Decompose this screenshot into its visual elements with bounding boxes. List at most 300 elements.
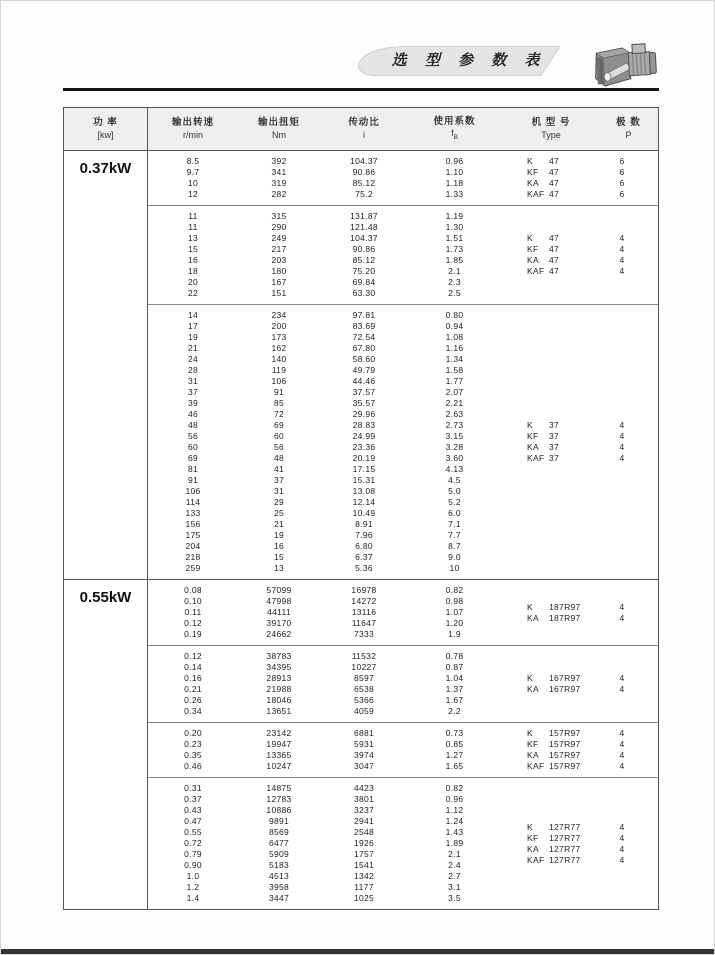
service-factor-value: 5.0 [448,486,461,496]
speed-value: 16 [187,255,199,265]
type-line [527,266,643,277]
speed-value: 0.34 [184,706,202,716]
torque-value: 12783 [266,794,292,804]
service-factor-value: 1.73 [445,244,464,254]
service-factor-value: 0.82 [445,783,464,793]
torque-value: 41 [273,464,285,474]
speed-value: 11 [188,222,198,232]
poles-value: 6 [619,178,625,188]
ratio-value: 10227 [351,662,377,672]
ratio-value: 20.19 [352,453,376,463]
speed-value: 0.12 [184,651,202,661]
type-line [527,728,643,739]
model-size: 187R97 [549,601,581,612]
model-prefix: KAF [527,854,545,865]
ratio-group [148,151,658,205]
torque-value: 29 [273,497,285,507]
torque-value: 60 [273,431,285,441]
ratio-value: 1025 [353,893,375,903]
table-row [148,332,658,343]
model-prefix: KA [527,684,539,694]
torque-value: 5909 [268,849,290,859]
service-factor-value: 2.07 [445,387,464,397]
service-factor-value: 1.30 [445,222,464,232]
header-ratio: 传动比 i [348,116,380,140]
speed-value: 19 [187,332,199,342]
table-row [148,398,658,409]
poles-value: 4 [619,266,625,276]
service-factor-value: 0.85 [445,739,464,749]
speed-value: 91 [187,475,199,485]
table-row [148,365,658,376]
speed-value: 1.2 [186,882,200,892]
type-poles-block [527,822,643,866]
speed-value: 0.14 [184,662,202,672]
torque-value: 69 [273,420,285,430]
speed-value: 0.35 [184,750,202,760]
speed-value: 13 [187,233,199,243]
service-factor-value: 1.16 [445,343,464,353]
table-row [148,310,658,321]
table-row [148,651,658,662]
torque-value: 341 [271,167,287,177]
speed-value: 9.7 [186,167,200,177]
poles-value: 4 [619,821,625,832]
poles-value: 4 [619,244,625,254]
speed-value: 0.46 [184,761,202,771]
model-prefix: KF [527,244,539,254]
model-size: 37 [549,453,560,463]
service-factor-value: 0.96 [445,156,464,166]
torque-value: 91 [273,387,285,397]
service-factor-value: 1.33 [445,189,464,199]
page-title-banner [353,45,563,77]
torque-value: 21988 [266,684,292,694]
torque-value: 48 [273,453,285,463]
model-prefix: KF [527,739,539,749]
table-row [148,211,658,222]
service-factor-value: 8.7 [448,541,461,551]
model-size: 127R77 [549,832,581,843]
type-poles-block [527,728,643,772]
table-row [148,629,658,640]
torque-value: 200 [271,321,287,331]
ratio-value: 49.79 [352,365,376,375]
model-size: 157R97 [549,728,581,738]
speed-value: 156 [185,519,201,529]
type-line [527,684,643,695]
table-row [148,893,658,904]
torque-value: 57099 [266,585,292,595]
poles-value: 4 [619,255,625,265]
table-row [148,376,658,387]
ratio-value: 4423 [353,783,375,793]
ratio-value: 7333 [353,629,375,639]
speed-value: 48 [187,420,199,430]
model-size: 127R77 [549,843,581,854]
model-size: 157R97 [549,739,581,749]
ratio-groups [148,151,658,579]
ratio-value: 35.57 [352,398,376,408]
ratio-value: 3237 [353,805,375,815]
model-size: 127R77 [549,821,581,832]
poles-value: 4 [619,684,625,694]
torque-value: 234 [271,310,287,320]
speed-value: 0.19 [184,629,202,639]
torque-value: 34395 [266,662,292,672]
service-factor-value: 1.27 [445,750,464,760]
service-factor-value: 4.5 [448,475,461,485]
ratio-value: 23.36 [352,442,376,452]
ratio-value: 97.81 [352,310,376,320]
speed-value: 14 [187,310,199,320]
service-factor-value: 2.5 [448,288,461,298]
service-factor-value: 0.87 [445,662,464,672]
ratio-value: 6881 [353,728,375,738]
ratio-group [148,580,658,645]
table-row [148,519,658,530]
speed-value: 28 [187,365,199,375]
torque-value: 44111 [267,607,291,617]
ratio-value: 85.12 [352,178,376,188]
table-body [64,151,658,909]
torque-value: 10247 [266,761,292,771]
speed-value: 1.0 [186,871,200,881]
model-prefix: KA [527,178,539,188]
table-row [148,222,658,233]
type-line [527,233,643,244]
service-factor-value: 1.04 [445,673,464,683]
poles-value: 4 [619,854,625,865]
torque-value: 13 [273,563,285,573]
type-line [527,244,643,255]
gearmotor-image [587,39,659,93]
ratio-value: 4059 [353,706,375,716]
type-poles-block [527,233,643,277]
speed-value: 0.37 [184,794,202,804]
service-factor-value: 1.20 [445,618,464,628]
service-factor-value: 4.13 [445,464,464,474]
ratio-value: 58.60 [352,354,376,364]
speed-value: 10 [187,178,199,188]
torque-value: 3447 [268,893,290,903]
service-factor-value: 1.9 [448,629,461,639]
service-factor-value: 1.08 [445,332,464,342]
speed-value: 22 [187,288,199,298]
type-line [527,855,643,866]
service-factor-value: 2.73 [445,420,464,430]
speed-value: 0.11 [184,607,202,617]
model-prefix: KAF [527,761,545,771]
service-factor-value: 3.15 [445,431,464,441]
torque-value: 315 [271,211,287,221]
torque-value: 8569 [268,827,290,837]
type-line [527,613,643,624]
type-line [527,255,643,266]
service-factor-value: 10 [449,563,460,573]
ratio-value: 16978 [351,585,377,595]
type-line [527,156,643,167]
model-prefix: KA [527,612,539,623]
ratio-value: 104.37 [350,156,378,166]
type-line [527,602,643,613]
speed-value: 0.31 [184,783,202,793]
torque-value: 19947 [266,739,292,749]
type-line [527,673,643,684]
ratio-value: 7.96 [355,530,373,540]
ratio-value: 14272 [351,596,377,606]
model-prefix: K [527,821,533,832]
model-size: 127R77 [549,854,581,865]
power-column [64,580,148,909]
ratio-value: 24.99 [352,431,376,441]
ratio-value: 28.83 [352,420,376,430]
poles-value: 4 [619,761,625,771]
torque-value: 167 [271,277,287,287]
model-prefix: K [527,673,533,683]
poles-value: 4 [619,750,625,760]
ratio-groups [148,580,658,909]
ratio-value: 5366 [353,695,375,705]
table-row [148,871,658,882]
ratio-group [148,205,658,304]
type-line [527,420,643,431]
table-row [148,530,658,541]
speed-value: 12 [187,189,199,199]
table-row [148,552,658,563]
service-factor-value: 1.10 [445,167,464,177]
ratio-value: 6538 [353,684,375,694]
table-row [148,882,658,893]
poles-value: 6 [619,156,625,166]
speed-value: 218 [185,552,201,562]
model-size: 167R97 [549,673,581,683]
service-factor-value: 1.24 [445,816,464,826]
ratio-value: 6.80 [355,541,373,551]
torque-value: 39170 [266,618,292,628]
header-poles: 极 数 P [616,116,641,140]
ratio-value: 1541 [353,860,375,870]
header-output-speed: 输出转速 r/min [171,116,214,140]
speed-value: 8.5 [186,156,200,166]
model-size: 157R97 [549,761,581,771]
page-title: 选 型 参 数 表 [391,52,547,69]
service-factor-value: 2.63 [445,409,464,419]
model-size: 47 [549,266,560,276]
ratio-value: 2941 [353,816,375,826]
torque-value: 392 [271,156,287,166]
service-factor-value: 0.78 [445,651,464,661]
header-output-torque: 输出扭矩 Nm [257,116,300,140]
model-size: 37 [549,420,560,430]
speed-value: 81 [187,464,199,474]
model-prefix: K [527,233,533,243]
table-header-row [64,108,658,151]
model-size: 47 [549,178,560,188]
table-row [148,288,658,299]
ratio-value: 17.15 [352,464,376,474]
torque-value: 19 [273,530,285,540]
model-size: 187R97 [549,612,581,623]
ratio-value: 69.84 [352,277,376,287]
speed-value: 0.79 [184,849,202,859]
speed-value: 0.23 [184,739,202,749]
type-line [527,750,643,761]
torque-value: 151 [271,288,287,298]
model-prefix: KF [527,167,539,177]
model-prefix: KAF [527,453,545,463]
speed-value: 56 [187,431,199,441]
service-factor-value: 1.77 [445,376,464,386]
power-label: 0.55kW [79,589,132,606]
ratio-value: 13.08 [352,486,376,496]
ratio-group [148,304,658,579]
torque-value: 217 [271,244,287,254]
speed-value: 0.43 [184,805,202,815]
model-prefix: KAF [527,266,545,276]
type-line [527,739,643,750]
poles-value: 4 [619,420,625,430]
poles-value: 4 [619,431,625,441]
model-prefix: K [527,728,533,738]
ratio-value: 11647 [351,618,377,628]
ratio-value: 90.86 [352,244,376,254]
torque-value: 37 [273,475,285,485]
speed-value: 175 [185,530,201,540]
ratio-value: 10.49 [352,508,376,518]
ratio-value: 37.57 [352,387,376,397]
speed-value: 20 [187,277,199,287]
model-size: 37 [549,431,560,441]
type-line [527,442,643,453]
poles-value: 4 [619,453,625,463]
service-factor-value: 3.60 [445,453,464,463]
type-line [527,844,643,855]
type-line [527,833,643,844]
torque-value: 162 [271,343,287,353]
torque-value: 4513 [268,871,290,881]
poles-value: 4 [619,612,625,623]
table-row [148,508,658,519]
speed-value: 0.12 [184,618,202,628]
model-size: 157R97 [549,750,581,760]
service-factor-value: 2.7 [448,871,461,881]
type-poles-block [527,602,643,624]
table-row [148,695,658,706]
ratio-value: 104.37 [350,233,378,243]
torque-value: 28913 [266,673,292,683]
selection-parameter-table [63,107,659,910]
table-row [148,409,658,420]
type-line [527,453,643,464]
model-size: 167R97 [549,684,581,694]
poles-value: 4 [619,601,625,612]
torque-value: 23142 [266,728,292,738]
table-row [148,805,658,816]
torque-value: 290 [271,222,287,232]
speed-value: 31 [187,376,199,386]
service-factor-value: 1.67 [445,695,464,705]
service-factor-value: 6.0 [448,508,461,518]
service-factor-value: 0.94 [445,321,464,331]
ratio-value: 67.80 [352,343,376,353]
service-factor-value: 0.73 [445,728,464,738]
poles-value: 6 [619,189,625,199]
torque-value: 16 [273,541,285,551]
torque-value: 173 [271,332,287,342]
torque-value: 119 [271,365,287,375]
model-prefix: KF [527,431,539,441]
speed-value: 114 [185,497,201,507]
type-line [527,189,643,200]
service-factor-value: 1.18 [445,178,464,188]
speed-value: 37 [187,387,199,397]
ratio-value: 75.20 [352,266,376,276]
ratio-value: 72.54 [352,332,376,342]
ratio-value: 29.96 [352,409,376,419]
ratio-value: 63.30 [352,288,376,298]
model-size: 47 [549,233,560,243]
poles-value: 4 [619,728,625,738]
torque-value: 21 [273,519,285,529]
torque-value: 203 [271,255,287,265]
model-prefix: KA [527,843,539,854]
speed-value: 0.21 [184,684,202,694]
speed-value: 11 [188,211,198,221]
ratio-group [148,645,658,722]
speed-value: 259 [185,563,201,573]
service-factor-value: 1.19 [445,211,464,221]
ratio-value: 121.48 [350,222,378,232]
torque-value: 72 [273,409,285,419]
speed-value: 0.20 [184,728,202,738]
speed-value: 21 [187,343,199,353]
model-prefix: KA [527,750,539,760]
type-line [527,431,643,442]
ratio-group [148,777,658,909]
table-row [148,475,658,486]
speed-value: 46 [187,409,199,419]
model-prefix: K [527,156,533,166]
speed-value: 60 [187,442,199,452]
speed-value: 69 [187,453,199,463]
torque-value: 249 [271,233,287,243]
speed-value: 0.55 [184,827,202,837]
ratio-value: 8.91 [355,519,373,529]
speed-value: 106 [185,486,201,496]
table-row [148,783,658,794]
torque-value: 13651 [266,706,292,716]
ratio-value: 6.37 [355,552,373,562]
torque-value: 13365 [266,750,292,760]
torque-value: 319 [271,178,287,188]
table-row [148,354,658,365]
torque-value: 3958 [268,882,290,892]
torque-value: 25 [273,508,285,518]
ratio-value: 85.12 [352,255,376,265]
ratio-value: 90.86 [352,167,376,177]
torque-value: 180 [271,266,287,276]
model-prefix: KA [527,255,539,265]
model-prefix: KA [527,442,539,452]
speed-value: 18 [187,266,199,276]
ratio-value: 13116 [351,607,377,617]
poles-value: 4 [619,832,625,843]
model-prefix: KAF [527,189,545,199]
table-row [148,343,658,354]
service-factor-value: 7.7 [448,530,461,540]
ratio-value: 1342 [353,871,375,881]
